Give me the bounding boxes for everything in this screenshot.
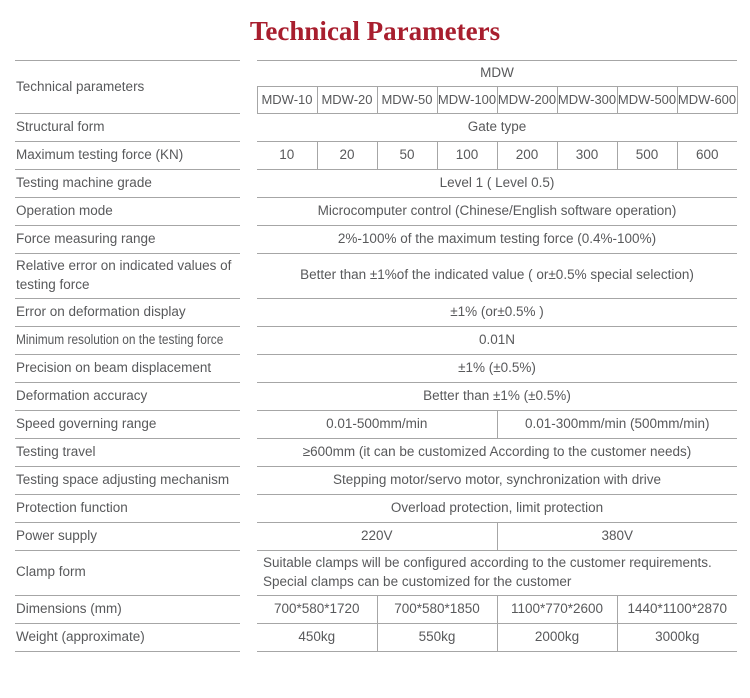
column-gap (240, 410, 257, 438)
column-gap (240, 198, 257, 226)
column-gap (240, 522, 257, 550)
column-gap (240, 550, 257, 595)
column-gap (240, 354, 257, 382)
value-cell-clamp-form: Suitable clamps will be configured according to the customer requirements. Special clamps can be customized for the customer (257, 550, 737, 595)
model-header-cell-2: MDW-20 (317, 87, 377, 114)
table-row-clamp-form (15, 550, 737, 595)
row-label-text: Weight (approximate) (16, 628, 145, 644)
row-label-error-deformation-display (15, 298, 240, 326)
row-label-text: Protection function (16, 499, 128, 515)
row-label-testing-space-adjusting-mechanism (15, 466, 240, 494)
row-label-text: Clamp form (16, 564, 86, 580)
row-label-protection-function (15, 494, 240, 522)
value-cell-dimensions-2: 700*580*1850 (377, 595, 497, 623)
table-row-power-supply (15, 522, 737, 550)
value-cell-protection-function: Overload protection, limit protection (257, 494, 737, 522)
column-gap (240, 114, 257, 142)
row-label-weight (15, 623, 240, 651)
row-label-text: Operation mode (16, 203, 113, 219)
value-cell-power-supply-2: 380V (497, 522, 737, 550)
column-gap (240, 226, 257, 254)
value-cell-dimensions-4: 1440*1100*2870 (617, 595, 737, 623)
table-row-force-measuring-range (15, 226, 737, 254)
row-label-precision-beam-displacement (15, 354, 240, 382)
column-gap (240, 61, 257, 114)
value-cell-speed-governing-range-2: 0.01-300mm/min (500mm/min) (497, 410, 737, 438)
row-label-text: Testing machine grade (16, 175, 152, 191)
row-label-text: Relative error on indicated values of testing force (16, 258, 232, 292)
column-gap (240, 438, 257, 466)
value-cell-power-supply-1: 220V (257, 522, 497, 550)
row-label-text: Deformation accuracy (16, 387, 148, 403)
table-row-operation-mode (15, 198, 737, 226)
row-label-relative-error-indicated-values (15, 254, 240, 299)
row-label-operation-mode (15, 198, 240, 226)
row-label-power-supply (15, 522, 240, 550)
value-cell-weight-4: 3000kg (617, 623, 737, 651)
row-label-text: Speed governing range (16, 415, 157, 431)
column-gap (240, 595, 257, 623)
value-cell-relative-error-indicated-values: Better than ±1%of the indicated value ( or±0.5% special selection) (257, 254, 737, 299)
column-gap (240, 142, 257, 170)
value-cell-maximum-testing-force-4: 100 (437, 142, 497, 170)
row-label-dimensions (15, 595, 240, 623)
value-cell-testing-space-adjusting-mechanism: Stepping motor/servo motor, synchronization with drive (257, 466, 737, 494)
value-cell-dimensions-1: 700*580*1720 (257, 595, 377, 623)
table-row-dimensions (15, 595, 737, 623)
row-label-force-measuring-range (15, 226, 240, 254)
table-body (15, 61, 737, 652)
model-header-cell-8: MDW-600 (677, 87, 737, 114)
column-gap (240, 254, 257, 299)
column-gap (240, 326, 257, 354)
table-row-precision-beam-displacement (15, 354, 737, 382)
row-label-text: Testing travel (16, 443, 96, 459)
table-row-structural-form (15, 114, 737, 142)
table-row-relative-error-indicated-values (15, 254, 737, 299)
value-cell-maximum-testing-force-2: 20 (317, 142, 377, 170)
table-row-testing-machine-grade (15, 170, 737, 198)
row-label-minimum-resolution-testing-force (15, 326, 240, 354)
value-cell-maximum-testing-force-3: 50 (377, 142, 437, 170)
value-cell-weight-3: 2000kg (497, 623, 617, 651)
table-row-deformation-accuracy (15, 382, 737, 410)
table-row-testing-space-adjusting-mechanism (15, 466, 737, 494)
table-row-protection-function (15, 494, 737, 522)
series-header-row (15, 61, 737, 87)
row-label-text: Power supply (16, 527, 98, 543)
value-cell-testing-machine-grade: Level 1 ( Level 0.5) (257, 170, 737, 198)
value-cell-dimensions-3: 1100*770*2600 (497, 595, 617, 623)
model-header-cell-7: MDW-500 (617, 87, 677, 114)
column-gap (240, 382, 257, 410)
value-cell-precision-beam-displacement: ±1% (±0.5%) (257, 354, 737, 382)
table-row-speed-governing-range (15, 410, 737, 438)
row-label-text: Maximum testing force (KN) (16, 147, 184, 163)
column-gap (240, 494, 257, 522)
row-label-text: Force measuring range (16, 231, 156, 247)
row-label-clamp-form (15, 550, 240, 595)
row-label-text: Testing space adjusting mechanism (16, 471, 230, 487)
technical-parameters-table (15, 60, 738, 652)
value-cell-operation-mode: Microcomputer control (Chinese/English software operation) (257, 198, 737, 226)
row-label-text: Dimensions (mm) (16, 600, 122, 616)
row-label-testing-travel (15, 438, 240, 466)
column-gap (240, 466, 257, 494)
row-label-text: Precision on beam displacement (16, 359, 212, 375)
value-cell-maximum-testing-force-6: 300 (557, 142, 617, 170)
model-header-cell-1: MDW-10 (257, 87, 317, 114)
series-header-cell: MDW (257, 61, 737, 87)
model-header-cell-4: MDW-100 (437, 87, 497, 114)
value-cell-weight-2: 550kg (377, 623, 497, 651)
value-cell-deformation-accuracy: Better than ±1% (±0.5%) (257, 382, 737, 410)
table-row-maximum-testing-force (15, 142, 737, 170)
value-cell-force-measuring-range: 2%-100% of the maximum testing force (0.4%-100%) (257, 226, 737, 254)
row-label-speed-governing-range (15, 410, 240, 438)
table-row-weight (15, 623, 737, 651)
value-cell-weight-1: 450kg (257, 623, 377, 651)
value-cell-maximum-testing-force-7: 500 (617, 142, 677, 170)
value-cell-speed-governing-range-1: 0.01-500mm/min (257, 410, 497, 438)
model-header-cell-6: MDW-300 (557, 87, 617, 114)
page-title: Technical Parameters (249, 16, 501, 46)
column-gap (240, 298, 257, 326)
model-header-cell-3: MDW-50 (377, 87, 437, 114)
model-header-cell-5: MDW-200 (497, 87, 557, 114)
value-cell-minimum-resolution-testing-force: 0.01N (257, 326, 737, 354)
row-label-text: Minimum resolution on the testing force (16, 331, 224, 347)
value-cell-maximum-testing-force-5: 200 (497, 142, 557, 170)
value-cell-structural-form: Gate type (257, 114, 737, 142)
table-row-minimum-resolution-testing-force (15, 326, 737, 354)
table-row-error-deformation-display (15, 298, 737, 326)
table-row-testing-travel (15, 438, 737, 466)
row-label-deformation-accuracy (15, 382, 240, 410)
row-label-text: Structural form (16, 119, 105, 135)
value-cell-error-deformation-display: ±1% (or±0.5% ) (257, 298, 737, 326)
column-gap (240, 623, 257, 651)
row-label-testing-machine-grade (15, 170, 240, 198)
row-label-text: Error on deformation display (16, 303, 186, 319)
row-label-structural-form (15, 114, 240, 142)
corner-label: Technical parameters (15, 61, 240, 114)
value-cell-maximum-testing-force-1: 10 (257, 142, 317, 170)
column-gap (240, 170, 257, 198)
row-label-maximum-testing-force (15, 142, 240, 170)
value-cell-testing-travel: ≥600mm (it can be customized According to the customer needs) (257, 438, 737, 466)
value-cell-maximum-testing-force-8: 600 (677, 142, 737, 170)
